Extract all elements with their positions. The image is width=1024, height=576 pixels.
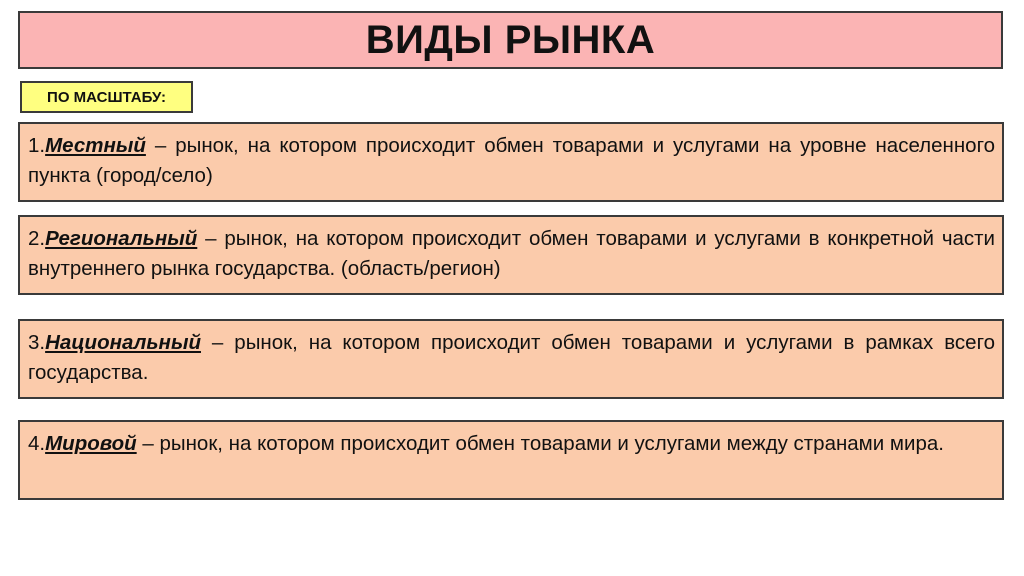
- item-number: 3.: [28, 331, 46, 354]
- market-description: – рынок, на котором происходит обмен товарами и услугами на уровне населенного пункта (город/село): [28, 134, 995, 187]
- market-term: Национальный: [45, 331, 201, 354]
- market-type-world-card: [18, 420, 1004, 500]
- item-number: 4.: [28, 432, 46, 455]
- title-banner: [18, 11, 1003, 69]
- market-term: Мировой: [45, 432, 137, 455]
- scale-category-label: ПО МАСШТАБУ:: [20, 81, 193, 113]
- market-description: – рынок, на котором происходит обмен товарами и услугами в конкретной части внутреннего рынка государства. (область/регион): [28, 227, 995, 280]
- market-type-regional-card: [18, 215, 1004, 295]
- market-term: Местный: [45, 134, 146, 157]
- market-description: – рынок, на котором происходит обмен товарами и услугами в рамках всего государства.: [28, 331, 995, 384]
- page-title: ВИДЫ РЫНКА: [365, 17, 656, 62]
- item-number: 2.: [28, 227, 46, 250]
- market-type-national-card: [18, 319, 1004, 399]
- market-type-local-card: [18, 122, 1004, 202]
- item-number: 1.: [28, 134, 46, 157]
- market-term: Региональный: [45, 227, 198, 250]
- market-description: – рынок, на котором происходит обмен товарами и услугами между странами мира.: [136, 432, 944, 455]
